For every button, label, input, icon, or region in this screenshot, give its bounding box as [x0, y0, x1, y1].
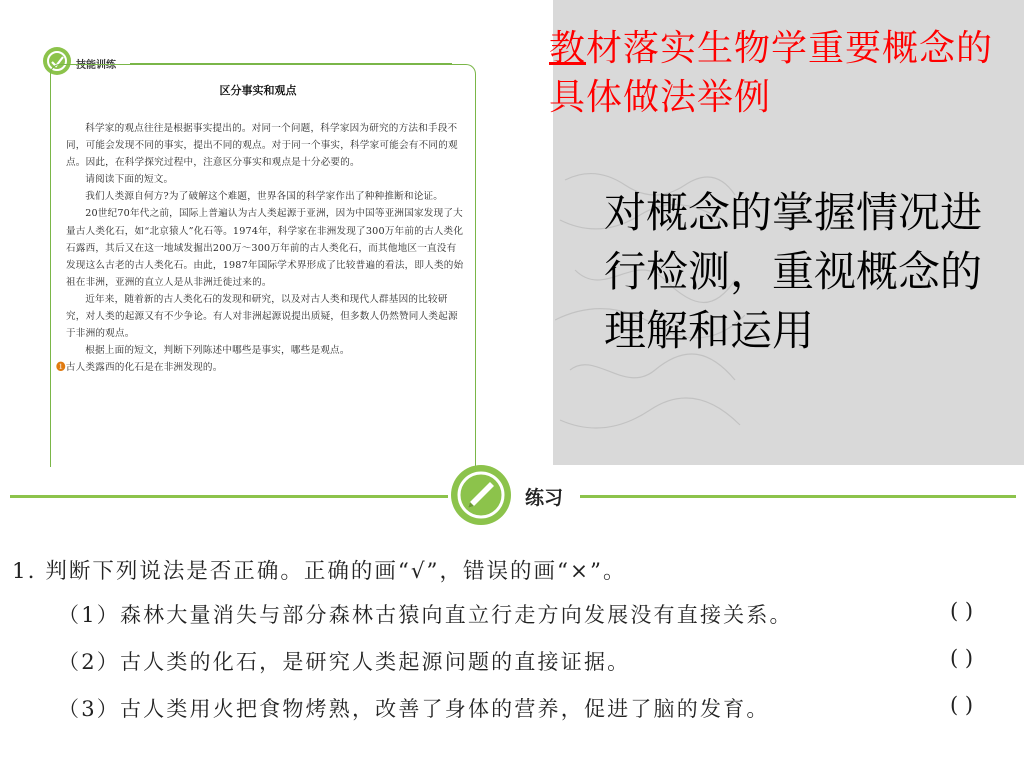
paragraph: 近年来，随着新的古人类化石的发现和研究，以及对古人类和现代人群基因的比较研究，对人类的起源又有不少争论。有人对非洲起源说提出质疑，但多数人仍然赞同人类起源于非洲的观点。 [66, 293, 458, 340]
question-stem: 1. 判断下列说法是否正确。正确的画“√”，错误的画“×”。 [12, 559, 627, 584]
statement-number: ❶ [56, 362, 66, 374]
paragraph: 科学家的观点往往是根据事实提出的。对同一个问题，科学家因为研究的方法和手段不同，可能会发现不同的事实，提出不同的观点。对于同一个事实，科学家可能会有不同的观点。因此，在科学探究过程中，注意区分事实和观点是十分必要的。 [66, 123, 458, 169]
textbook-excerpt [38, 40, 478, 465]
practice-label: 练习 [525, 487, 564, 509]
paragraph: 我们人类源自何方?为了破解这个难题，世界各国的科学家作出了种种推断和论证。 [85, 191, 444, 203]
slide-title-first-char: 教 [549, 28, 587, 69]
practice-divider-left [10, 495, 448, 498]
box-title: 区分事实和观点 [219, 84, 297, 97]
question-item-text: （3）古人类用火把食物烤熟，改善了身体的营养，促进了脑的发育。 [58, 697, 770, 721]
question-item-text: （2）古人类的化石，是研究人类起源问题的直接证据。 [58, 650, 631, 674]
answer-blank: ( ) [950, 646, 974, 670]
pencil-icon [448, 462, 514, 528]
section-label: 技能训练 [76, 60, 116, 71]
question-item [58, 693, 974, 723]
question-item [58, 599, 974, 629]
statement-text: 古人类露西的化石是在非洲发现的。 [65, 362, 223, 374]
paragraph: 20世纪70年代之前，国际上普遍认为古人类起源于亚洲，因为中国等亚洲国家发现了大量古人类化石，如“北京猿人”化石等。1974年，科学家在非洲发现了300万年前的古人类化石露西，其后又在这一地域发掘出200万～300万年前的古人类化石，而其他地区一直没有发现这么古老的古人类化石。由此，1987年国际学术界形成了比较普遍的看法，即人类的始祖在非洲，亚洲的直立人是从非洲迁徙过来的。 [66, 208, 464, 288]
question-item-text: （1）森林大量消失与部分森林古猿向直立行走方向发展没有直接关系。 [58, 603, 793, 627]
slide-title-rest: 材落实生物学重要概念的具体做法举例 [549, 28, 994, 118]
question-item [58, 646, 974, 676]
first-statement [56, 359, 466, 376]
main-statement: 对概念的掌握情况进行检测，重视概念的理解和运用 [604, 188, 983, 355]
paragraph: 请阅读下面的短文。 [85, 174, 174, 186]
paragraph: 根据上面的短文，判断下列陈述中哪些是事实，哪些是观点。 [85, 345, 350, 357]
answer-blank: ( ) [950, 599, 974, 623]
answer-blank: ( ) [950, 693, 974, 717]
practice-divider-right [580, 495, 1016, 498]
slide-title [549, 24, 1019, 122]
box-body [56, 120, 466, 376]
